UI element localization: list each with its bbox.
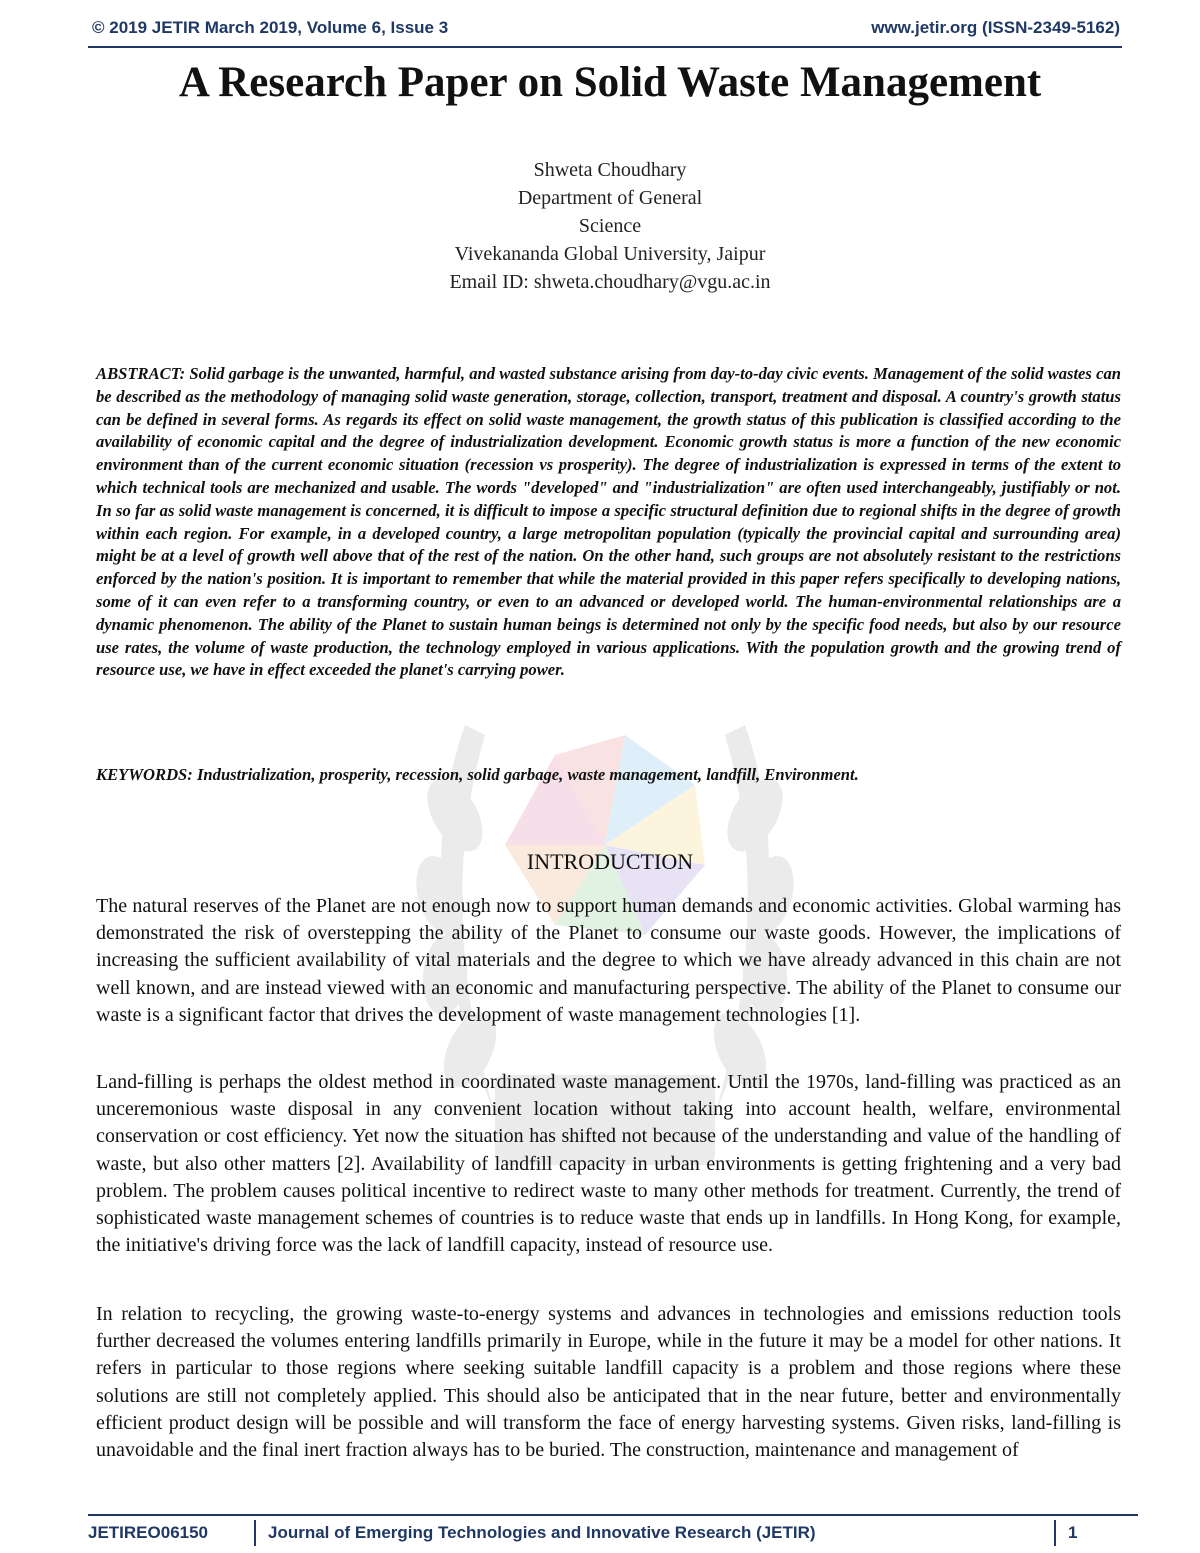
author-name: Shweta Choudhary: [533, 159, 687, 181]
paper-title: A Research Paper on Solid Waste Management: [178, 59, 1042, 106]
page-header: [88, 12, 1122, 48]
abstract: ABSTRACT: Solid garbage is the unwanted, harmful, and wasted substance arising from day-to-day civic events. Management of the solid wastes can be described as the methodology of managing solid waste generation, storage, collection, transport, treatment and disposal. A country's growth status can be defined in several forms. As regards its effect on solid waste management, the growth status of this publication is classified according to the availability of economic capital and the degree of industrialization development. Economic growth status is more a function of the new economic environment than of the current economic situation (recession vs prosperity). The degree of industrialization is expressed in terms of the extent to which technical tools are mechanized and usable. The words "developed" and "industrialization" are often used interchangeably, justifiably or not. In so far as solid waste management is concerned, it is difficult to impose a specific structural definition due to regional shifts in the degree of growth within each region. For example, in a developed country, a large metropolitan population (typically the provincial capital and surrounding area) might be at a level of growth well above that of the rest of the nation. On the other hand, such groups are not absolutely resistant to the restrictions enforced by the nation's position. It is important to remember that while the material provided in this paper refers specifically to developing nations, some of it can even refer to a transforming country, or even to an advanced or developed world. The human-environmental relationships are a dynamic phenomenon. The ability of the Planet to sustain human beings is determined not only by the specific food needs, but also by our resource use rates, the volume of waste production, the technology employed in various applications. With the population growth and the growing trend of resource use, we have in effect exceeded the planet's carrying power.: [96, 364, 1121, 680]
keywords: KEYWORDS: Industrialization, prosperity, recession, solid garbage, waste management, landfill, Environment.: [96, 765, 859, 784]
author-email: Email ID: shweta.choudhary@vgu.ac.in: [449, 271, 771, 293]
footer-divider: [254, 1520, 256, 1546]
author-department: Department of General Science: [517, 187, 703, 237]
journal-issue-info: © 2019 JETIR March 2019, Volume 6, Issue 3: [92, 18, 449, 37]
page-number: 1: [1068, 1523, 1078, 1542]
footer-divider: [1054, 1520, 1056, 1546]
author-block: [300, 156, 920, 296]
journal-name: Journal of Emerging Technologies and Innovative Research (JETIR): [268, 1523, 816, 1542]
introduction-heading: INTRODUCTION: [526, 849, 694, 874]
introduction-paragraph-1: The natural reserves of the Planet are not enough now to support human demands and economic activities. Global warming has demonstrated the risk of overstepping the ability of the Planet to consume our waste goods. However, the implications of increasing the sufficient availability of vital materials and the degree to which we have already advanced in this chain are not well known, and are instead viewed with an economic and manufacturing perspective. The ability of the Planet to consume our waste is a significant factor that drives the development of waste management technologies [1].: [96, 895, 1121, 1026]
introduction-paragraph-3: In relation to recycling, the growing waste-to-energy systems and advances in technologies and emissions reduction tools further decreased the volumes entering landfills primarily in Europe, while in the future it may be a model for other nations. It refers in particular to those regions where seeking suitable landfill capacity is a problem and those regions where these solutions are still not completely applied. This should also be anticipated that in the near future, better and environmentally efficient product design will be possible and will transform the face of energy harvesting systems. Given risks, land-filling is unavoidable and the final inert fraction always has to be buried. The construction, maintenance and management of: [96, 1303, 1121, 1462]
introduction-paragraph-2: Land-filling is perhaps the oldest method in coordinated waste management. Until the 1970s, land-filling was practiced as an unceremonious waste disposal in any convenient location without taking into account health, welfare, environmental conservation or cost efficiency. Yet now the situation has shifted not because of the understanding and value of the handling of waste, but also other matters [2]. Availability of landfill capacity in urban environments is getting frightening and a very bad problem. The problem causes political incentive to redirect waste to many other methods for treatment. Currently, the trend of sophisticated waste management schemes of countries is to reduce waste that ends up in landfills. In Hong Kong, for example, the initiative's driving force was the lack of landfill capacity, instead of resource use.: [96, 1071, 1121, 1257]
journal-website-issn: www.jetir.org (ISSN-2349-5162): [871, 18, 1120, 37]
author-university: Vivekananda Global University, Jaipur: [454, 243, 766, 265]
page-footer: [88, 1514, 1138, 1550]
paper-code: JETIREO06150: [88, 1523, 209, 1542]
